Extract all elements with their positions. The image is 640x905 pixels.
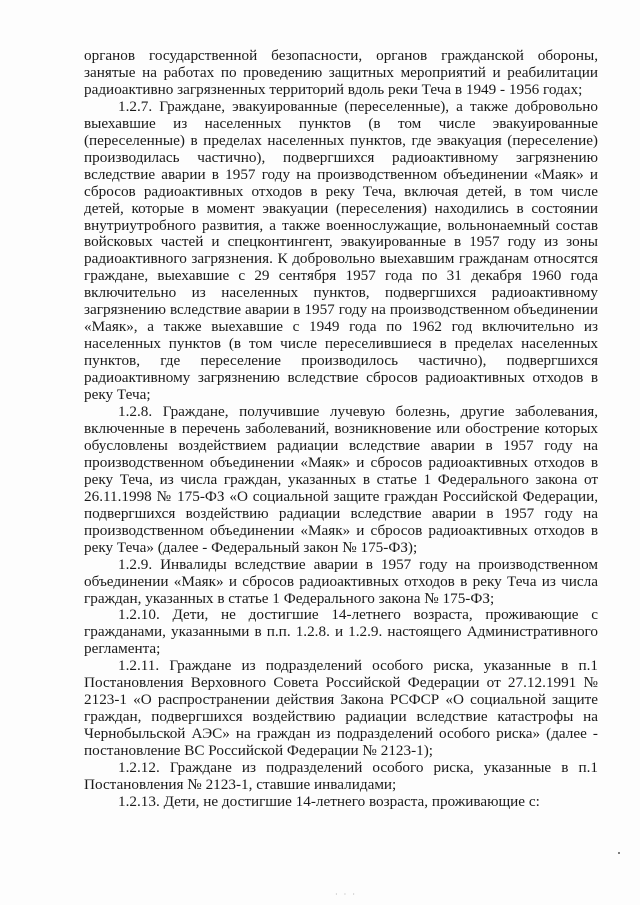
paragraph-1-2-11: 1.2.11. Граждане из подразделений особого риска, указанные в п.1 Постановления Верховного Совета Российской Федерации от 27.12.1991 № 2123-1 «О распространении действия Закона РСФСР «О социальной защите граждан, подвергшихся воздействию радиации вследствие катастрофы на Чернобыльской АЭС» на граждан из подразделений особого риска» (далее - постановление ВС Российской Федерации № 2123-1); bbox=[84, 657, 598, 760]
paragraph-1-2-8: 1.2.8. Граждане, получившие лучевую болезнь, другие заболевания, включенные в перечень заболеваний, возникновение или обострение которых обусловлены воздействием радиации вследствие аварии в 1957 году на производственном объединении «Маяк» и сбросов радиоактивных отходов в реку Теча, из числа граждан, указанных в статье 1 Федерального закона от 26.11.1998 № 175-ФЗ «О социальной защите граждан Российской Федерации, подвергшихся воздействию радиации вследствие аварии в 1957 году на производственном объединении «Маяк» и сбросов радиоактивных отходов в реку Теча» (далее - Федеральный закон № 175-ФЗ); bbox=[84, 403, 598, 556]
paragraph-1-2-12: 1.2.12. Граждане из подразделений особого риска, указанные в п.1 Постановления № 2123-1, ставшие инвалидами; bbox=[84, 759, 598, 793]
document-body bbox=[84, 48, 598, 811]
scan-speck bbox=[618, 852, 620, 854]
scan-artifact-dots: · · · bbox=[335, 890, 357, 899]
paragraph-1-2-7: 1.2.7. Граждане, эвакуированные (переселенные), а также добровольно выехавшие из населенных пунктов (в том числе эвакуированные (переселенные) в пределах населенных пунктов, где эвакуация (переселение) производилась частично), подвергшихся радиоактивному загрязнению вследствие аварии в 1957 году на производственном объединении «Маяк» и сбросов радиоактивных отходов в реку Теча, включая детей, в том числе детей, которые в момент эвакуации (переселения) находились в состоянии внутриутробного развития, а также военнослужащие, вольнонаемный состав войсковых частей и спецконтингент, эвакуированные в 1957 году из зоны радиоактивного загрязнения. К добровольно выехавшим гражданам относятся граждане, выехавшие с 29 сентября 1957 года по 31 декабря 1960 года включительно из населенных пунктов, подвергшихся радиоактивному загрязнению вследствие аварии в 1957 году на производственном объединении «Маяк», а также выехавшие с 1949 года по 1962 год включительно из населенных пунктов (в том числе переселившиеся в пределах населенных пунктов, где переселение производилось частично), подвергшихся радиоактивному загрязнению вследствие сбросов радиоактивных отходов в реку Теча; bbox=[84, 97, 598, 404]
paragraph-1-2-10: 1.2.10. Дети, не достигшие 14-летнего возраста, проживающие с гражданами, указанными в п.п. 1.2.8. и 1.2.9. настоящего Административного регламента; bbox=[84, 606, 598, 658]
paragraph-continuation: органов государственной безопасности, органов гражданской обороны, занятые на работах по проведению защитных мероприятий и реабилитации радиоактивно загрязненных территорий вдоль реки Теча в 1949 - 1956 годах; bbox=[84, 47, 598, 98]
paragraph-1-2-9: 1.2.9. Инвалиды вследствие аварии в 1957 году на производственном объединении «Маяк» и сбросов радиоактивных отходов в реку Теча из числа граждан, указанных в статье 1 Федерального закона № 175-ФЗ; bbox=[84, 555, 598, 607]
paragraph-1-2-13: 1.2.13. Дети, не достигшие 14-летнего возраста, проживающие с: bbox=[118, 792, 540, 810]
